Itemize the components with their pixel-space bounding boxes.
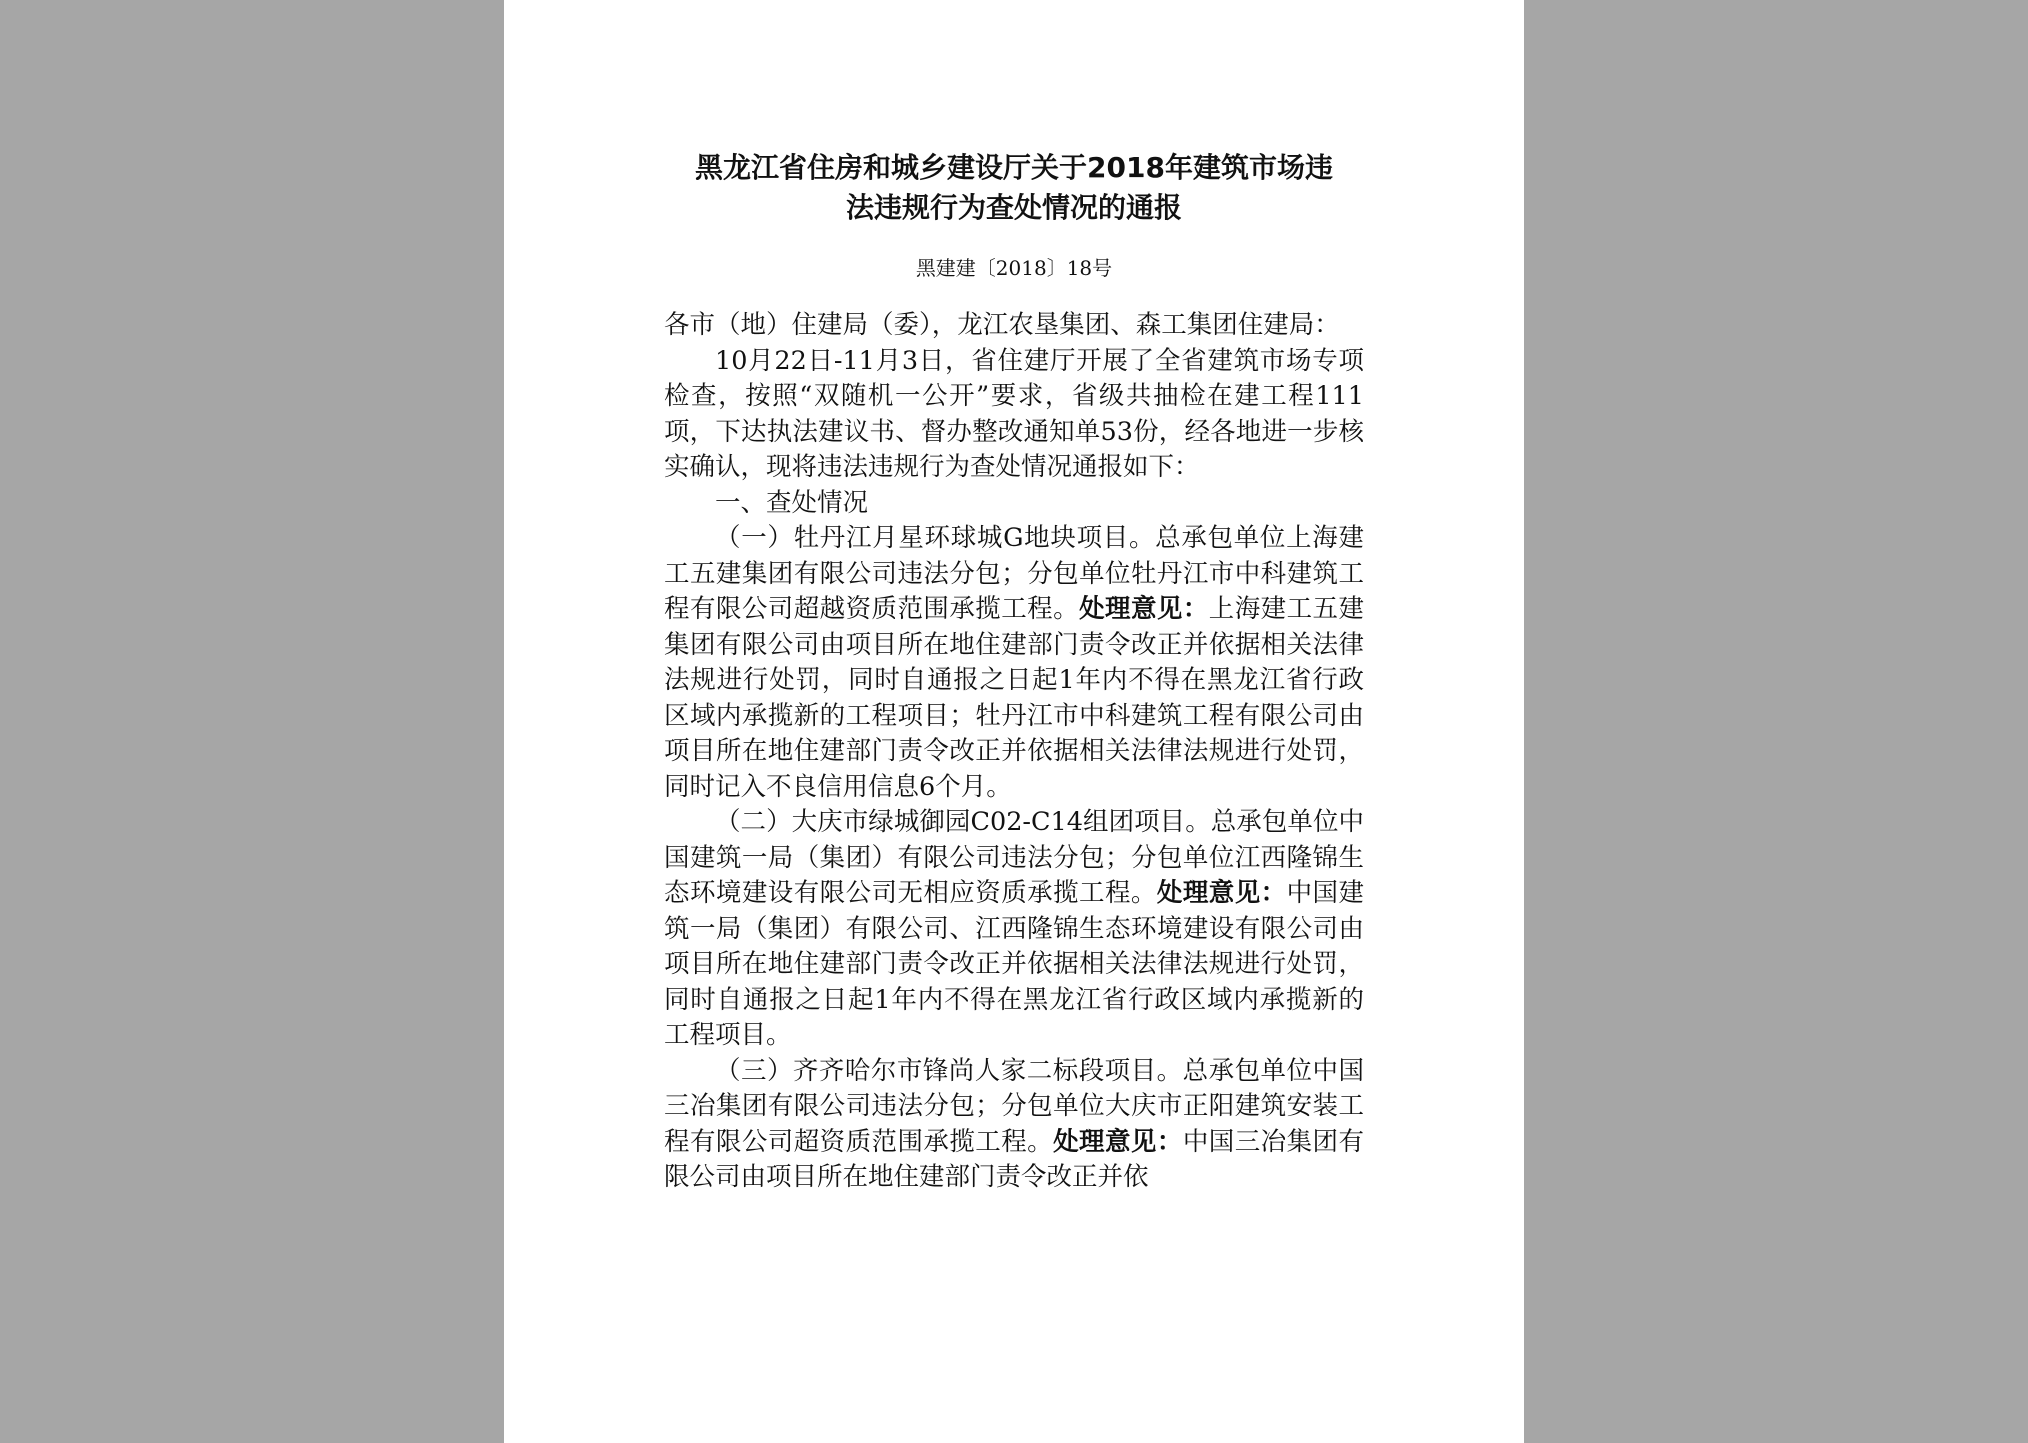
item-1-text: （一）牡丹江月星环球城G地块项目。总承包单位上海建工五建集团有限公司违法分包；分包单位牡丹江市中科建筑工程有限公司超越资质范围承揽工程。: [664, 523, 1364, 624]
item-1-opinion: 上海建工五建集团有限公司由项目所在地住建部门责令改正并依据相关法律法规进行处罚，同时自通报之日起1年内不得在黑龙江省行政区域内承揽新的工程项目；牡丹江市中科建筑工程有限公司由项目所在地住建部门责令改正并依据相关法律法规进行处罚，同时记入不良信用信息6个月。: [664, 594, 1364, 802]
document-number: 黑建建〔2018〕18号: [915, 256, 1113, 280]
document-content: [664, 148, 1364, 1196]
item-3-text: （三）齐齐哈尔市锋尚人家二标段项目。总承包单位中国三冶集团有限公司违法分包；分包单位大庆市正阳建筑安装工程有限公司超资质范围承揽工程。: [664, 1055, 1364, 1157]
document-title-line-1: 黑龙江省住房和城乡建设厅关于2018年建筑市场违: [695, 151, 1333, 184]
item-2-text: （二）大庆市绿城御园C02-C14组团项目。总承包单位中国建筑一局（集团）有限公司违法分包；分包单位江西隆锦生态环境建设有限公司无相应资质承揽工程。: [664, 807, 1364, 908]
item-3-opinion: 中国三冶集团有限公司由项目所在地住建部门责令改正并依: [664, 1126, 1364, 1192]
item-1-paragraph: [664, 521, 1364, 805]
item-3-paragraph: [664, 1054, 1364, 1196]
intro-paragraph: 10月22日-11月3日，省住建厅开展了全省建筑市场专项检查，按照“双随机一公开”要求，省级共抽检在建工程111项，下达执法建议书、督办整改通知单53份，经各地进一步核实确认，现将违法违规行为查处情况通报如下：: [664, 345, 1364, 482]
item-2-opinion-label: 处理意见：: [1156, 878, 1287, 908]
section-heading: 一、查处情况: [715, 487, 869, 518]
document-page: [504, 0, 1524, 1443]
item-1-opinion-label: 处理意见：: [1079, 594, 1209, 624]
document-title: [664, 148, 1364, 228]
item-2-paragraph: [664, 805, 1364, 1054]
item-2-opinion: 中国建筑一局（集团）有限公司、江西隆锦生态环境建设有限公司由项目所在地住建部门责令改正并依据相关法律法规进行处罚，同时自通报之日起1年内不得在黑龙江省行政区域内承揽新的工程项目。: [664, 878, 1364, 1050]
salutation: 各市（地）住建局（委），龙江农垦集团、森工集团住建局：: [664, 310, 1340, 340]
item-3-opinion-label: 处理意见：: [1053, 1126, 1183, 1157]
document-title-line-2: 法违规行为查处情况的通报: [845, 191, 1182, 224]
